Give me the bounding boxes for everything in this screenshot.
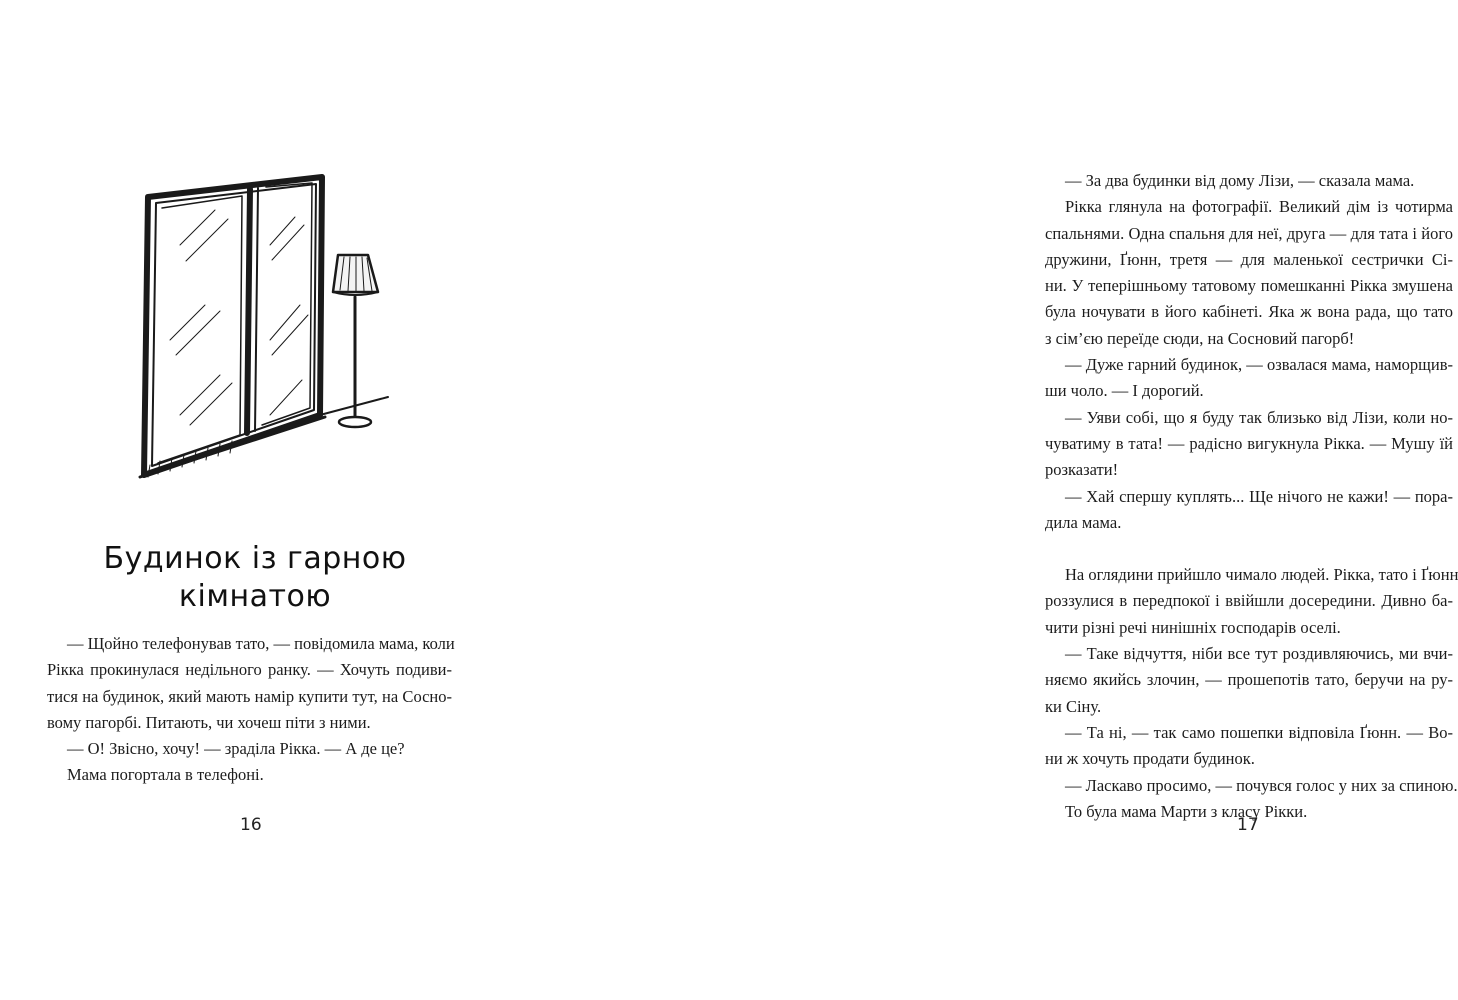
- text-line: дила мама.: [1045, 512, 1122, 532]
- left-page: [0, 0, 500, 1000]
- text-line: тися на будинок, який мають намір купити тут, на Сосно-: [47, 686, 452, 706]
- paragraph: [47, 762, 452, 788]
- paragraph: [1045, 405, 1453, 484]
- paragraph: [47, 736, 452, 762]
- text-line: ни. У теперішньому татовому помешканні Рікка змушена: [1045, 276, 1453, 296]
- text-line: спальнями. Одна спальня для неї, друга — для тата і його: [1045, 223, 1453, 243]
- paragraph: [47, 631, 455, 736]
- text-line: На оглядини прийшло чимало людей. Рікка, тато і Ґюнн: [1065, 565, 1458, 585]
- text-line: — За два будинки від дому Лізи, — сказала мама.: [1065, 171, 1415, 190]
- text-line: була ночувати в його кабінеті. Яка ж вона рада, що тато: [1045, 302, 1453, 322]
- text-line: роззулися в передпокої і ввійшли досередини. Дивно ба-: [1045, 591, 1453, 611]
- text-line: дружини, Ґюнн, третя — для маленької сестрички Сі-: [1045, 249, 1453, 269]
- text-line: Рікка глянула на фотографії. Великий дім із чотирма: [1065, 197, 1453, 217]
- text-line: — Щойно телефонував тато, — повідомила мама, коли: [67, 634, 455, 653]
- text-line: — Хай спершу куплять... Ще нічого не кажи! — пора-: [1065, 486, 1453, 506]
- text-line: вому пагорбі. Питають, чи хочеш піти з ними.: [47, 712, 371, 732]
- chapter-title-line-1: Будинок із гарною: [103, 541, 407, 577]
- text-line: чуватиму в тата! — радісно вигукнула Рікка. — Мушу їй: [1045, 433, 1453, 453]
- chapter-title-line-2: кімнатою: [178, 579, 332, 615]
- text-line: Рікка прокинулася недільного ранку. — Хочуть подиви-: [47, 660, 452, 680]
- right-page: [500, 0, 1458, 1000]
- paragraph: [1045, 484, 1453, 537]
- section-break: [1045, 536, 1453, 562]
- text-line: ни ж хочуть продати будинок.: [1045, 749, 1255, 769]
- text-line: чити різні речі нинішніх господарів оселі.: [1045, 617, 1341, 637]
- paragraph: [1045, 720, 1453, 773]
- paragraph: [1045, 168, 1453, 194]
- text-line: ши чоло. — І дорогий.: [1045, 381, 1204, 401]
- text-line: Мама погортала в телефоні.: [67, 765, 264, 785]
- paragraph: [1045, 562, 1458, 641]
- text-line: — Дуже гарний будинок, — озвалася мама, наморщив-: [1065, 355, 1453, 375]
- text-line: — Таке відчуття, ніби все тут роздивляючись, ми вчи-: [1065, 644, 1453, 664]
- paragraph: [1045, 352, 1453, 405]
- right-page-text: [1045, 168, 1458, 825]
- text-line: — Та ні, — так само пошепки відповіла Ґюнн. — Во-: [1065, 722, 1453, 742]
- text-line: — Уяви собі, що я буду так близько від Лізи, коли но-: [1065, 407, 1453, 427]
- paragraph: [1045, 194, 1453, 352]
- window-lamp-illustration: [120, 165, 410, 495]
- left-page-text: [47, 631, 455, 789]
- text-line: няємо якийсь злочин, — прошепотів тато, беручи на ру-: [1045, 670, 1453, 690]
- text-line: — О! Звісно, хочу! — зраділа Рікка. — А де це?: [67, 739, 405, 759]
- text-line: — Ласкаво просимо, — почувся голос у них за спиною.: [1065, 775, 1458, 795]
- paragraph: [1045, 641, 1453, 720]
- text-line: ки Сіну.: [1045, 696, 1102, 716]
- window-icon: [140, 177, 388, 477]
- page-number-left: 16: [240, 815, 262, 835]
- text-line: з сім’єю переїде сюди, на Сосновий пагорб!: [1045, 328, 1355, 348]
- text-line: То була мама Марти з класу Рікки.: [1065, 801, 1308, 821]
- text-line: розказати!: [1045, 460, 1119, 480]
- chapter-title: [90, 540, 420, 616]
- page-number-right: 17: [1237, 815, 1259, 835]
